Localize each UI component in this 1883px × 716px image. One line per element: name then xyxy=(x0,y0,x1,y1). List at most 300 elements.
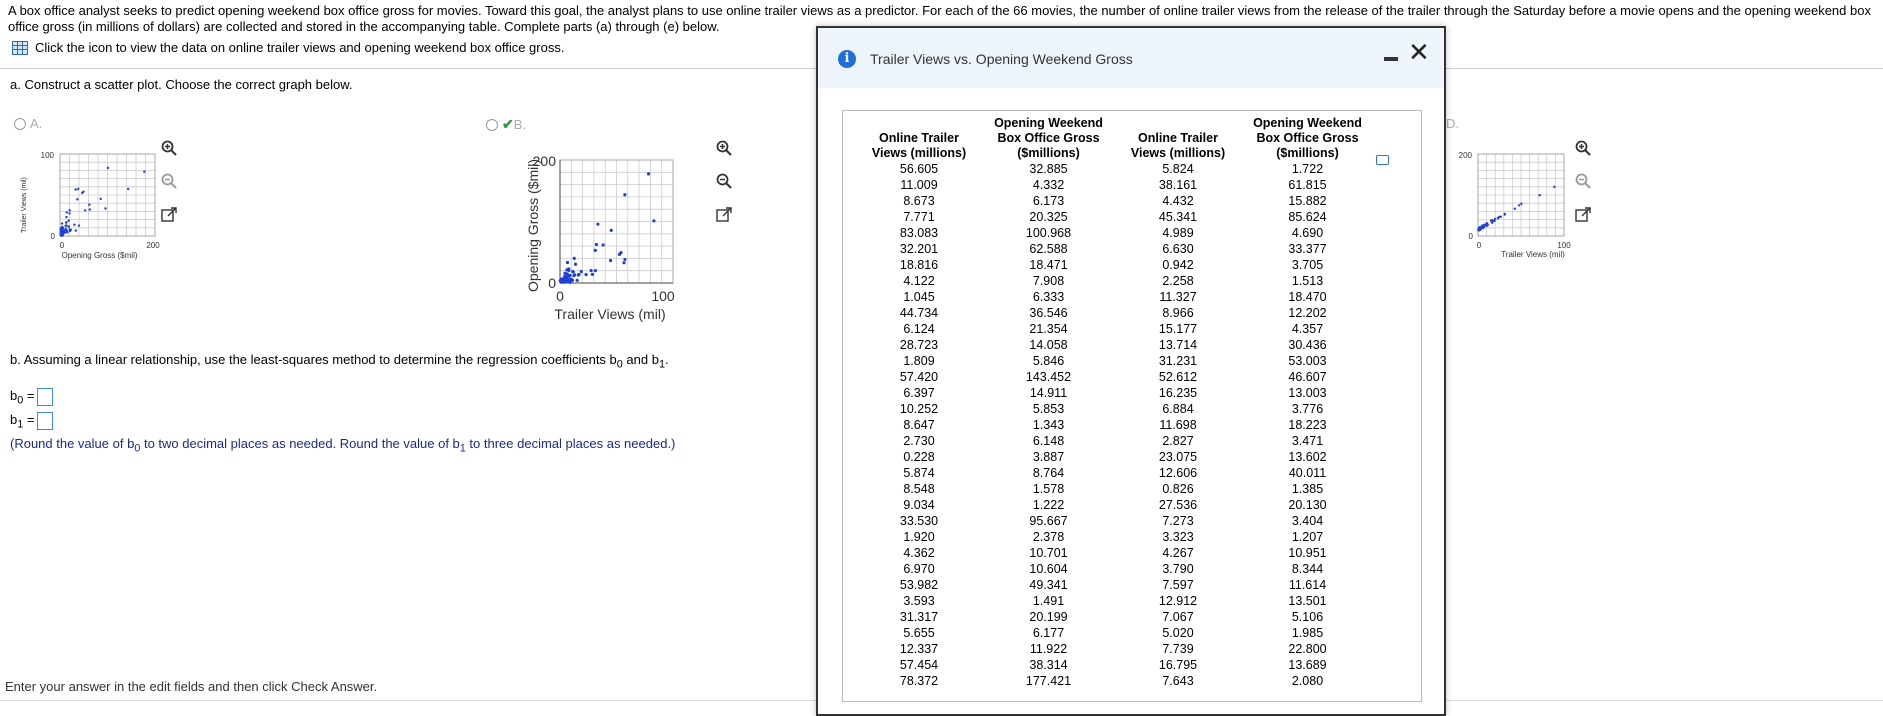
data-point xyxy=(60,231,62,233)
x-zero-label: 0 xyxy=(556,288,564,304)
problem-statement: A box office analyst seeks to predict opening weekend box office gross for movies. Toward this goal, the analyst plans to use online trailer views as a predictor. For each of the 66 movies, the number of online trailer views from the release of the trailer through the Saturday before a movie opens and the opening weekend box office gross (in millions of dollars) are collected and stored in the accompanying table. Complete parts (a) through (e) below. xyxy=(8,3,1871,34)
table-cell: 8.673 xyxy=(903,194,935,208)
data-point xyxy=(584,273,587,276)
data-point xyxy=(1538,194,1540,196)
table-row xyxy=(858,257,1376,273)
option-a-label: A. xyxy=(30,116,43,131)
table-cell: 38.314 xyxy=(1029,658,1068,672)
data-point xyxy=(572,274,575,277)
data-point xyxy=(68,209,70,211)
open-new-window-icon[interactable] xyxy=(1574,206,1592,224)
table-cell: 6.177 xyxy=(1032,626,1065,640)
table-cell: 31.231 xyxy=(1158,354,1198,368)
x-axis-label: Trailer Views (mil) xyxy=(554,306,666,322)
table-cell: 36.546 xyxy=(1029,306,1068,320)
table-cell: 6.630 xyxy=(1162,242,1194,256)
data-point xyxy=(1553,186,1555,188)
rounding-instructions: (Round the value of $b_0$ to two decimal places as needed. Round the value of $b_1$ to three decimal places as needed.) xyxy=(10,436,676,455)
table-cell: 30.436 xyxy=(1288,338,1327,352)
table-cell: 6.397 xyxy=(903,386,935,400)
table-cell: 4.122 xyxy=(903,274,935,288)
table-cell: 177.421 xyxy=(1025,674,1072,688)
data-point xyxy=(567,274,570,277)
table-cell: 20.199 xyxy=(1029,610,1068,624)
b1-label: $b_1$ = xyxy=(10,412,35,431)
part-b-prompt: b. Assuming a linear relationship, use the least-squares method to determine the regression coefficients $b_0$ and $b_1$. xyxy=(10,352,669,371)
table-cell: 4.357 xyxy=(1291,322,1324,336)
table-cell: 13.602 xyxy=(1288,450,1327,464)
x-axis-label: Trailer Views (mil) xyxy=(1501,250,1565,259)
table-row xyxy=(858,321,1376,337)
y-axis-label: Opening Gross ($mil) xyxy=(525,158,541,293)
table-cell: 16.235 xyxy=(1158,386,1198,400)
open-new-window-icon[interactable] xyxy=(160,206,178,224)
b0-row xyxy=(10,388,53,407)
table-cell: 4.690 xyxy=(1291,226,1324,240)
data-point xyxy=(595,243,598,246)
table-cell: 2.827 xyxy=(1162,434,1194,448)
col-header: Online Trailer Views (millions) xyxy=(871,131,967,160)
table-cell: 0.942 xyxy=(1162,258,1194,272)
data-point xyxy=(75,229,77,231)
table-cell: 18.471 xyxy=(1029,258,1068,272)
table-cell: 5.874 xyxy=(903,466,935,480)
table-cell: 27.536 xyxy=(1158,498,1198,512)
table-row xyxy=(858,481,1376,497)
table-cell: 44.734 xyxy=(899,306,939,320)
table-cell: 1.920 xyxy=(903,530,935,544)
table-row xyxy=(858,513,1376,529)
b1-input[interactable] xyxy=(37,412,53,430)
zoom-in-icon[interactable] xyxy=(160,139,178,157)
table-cell: 6.124 xyxy=(903,322,935,336)
table-cell: 4.989 xyxy=(1162,226,1194,240)
table-row xyxy=(858,337,1376,353)
x-zero-label: 0 xyxy=(59,241,65,250)
table-cell: 3.404 xyxy=(1291,514,1324,528)
zoom-out-icon[interactable] xyxy=(160,172,178,190)
table-row xyxy=(858,161,1376,177)
y-axis-label: Trailer Views (mil) xyxy=(21,177,28,233)
table-cell: 14.911 xyxy=(1029,386,1068,400)
data-point xyxy=(1478,229,1480,231)
table-row xyxy=(858,625,1376,641)
table-cell: 16.795 xyxy=(1158,658,1198,672)
table-cell: 2.258 xyxy=(1162,274,1194,288)
data-point xyxy=(82,191,84,193)
data-point xyxy=(143,171,145,173)
scatter-plot-b[interactable] xyxy=(488,150,703,335)
table-cell: 7.908 xyxy=(1032,274,1065,288)
table-cell: 85.624 xyxy=(1288,210,1327,224)
table-cell: 11.327 xyxy=(1159,290,1197,304)
table-cell: 7.067 xyxy=(1162,610,1194,624)
table-cell: 1.385 xyxy=(1291,482,1324,496)
info-icon: i xyxy=(838,50,856,68)
y-max-label: 200 xyxy=(532,153,556,169)
data-point xyxy=(623,193,626,196)
b0-input[interactable] xyxy=(37,388,53,406)
table-row xyxy=(858,577,1376,593)
table-cell: 21.354 xyxy=(1029,322,1068,336)
table-cell: 8.344 xyxy=(1291,562,1324,576)
data-point xyxy=(1514,207,1516,209)
table-cell: 8.647 xyxy=(903,418,935,432)
data-point xyxy=(594,249,597,252)
modal-title: Trailer Views vs. Opening Weekend Gross xyxy=(870,51,1133,67)
data-point xyxy=(76,198,78,200)
table-cell: 62.588 xyxy=(1029,242,1068,256)
data-point xyxy=(590,269,593,272)
table-cell: 143.452 xyxy=(1025,370,1072,384)
data-point xyxy=(65,221,67,223)
table-cell: 46.607 xyxy=(1288,370,1327,384)
table-cell: 7.597 xyxy=(1162,578,1194,592)
data-point xyxy=(573,257,576,260)
table-row xyxy=(858,289,1376,305)
table-cell: 5.655 xyxy=(903,626,935,640)
data-point xyxy=(570,278,573,281)
option-a-radio[interactable] xyxy=(14,118,26,130)
table-row xyxy=(858,273,1376,289)
table-cell: 57.420 xyxy=(899,370,939,384)
table-cell: 9.034 xyxy=(903,498,935,512)
col-header: Opening Weekend Box Office Gross ($millions) xyxy=(994,116,1103,160)
y-zero-label: 0 xyxy=(50,232,55,241)
data-modal xyxy=(816,26,1446,716)
y-zero-label: 0 xyxy=(548,275,556,291)
table-cell: 8.764 xyxy=(1032,466,1065,480)
table-cell: 10.701 xyxy=(1029,546,1068,560)
table-cell: 4.362 xyxy=(903,546,935,560)
table-cell: 10.951 xyxy=(1288,546,1327,560)
instructions-footer: Enter your answer in the edit fields and then click Check Answer. xyxy=(5,679,378,694)
scatter-plot-a[interactable] xyxy=(14,148,160,268)
data-point xyxy=(68,219,70,221)
table-cell: 7.771 xyxy=(903,210,935,224)
data-point xyxy=(647,172,650,175)
data-point xyxy=(64,225,66,227)
table-cell: 45.341 xyxy=(1158,210,1198,224)
data-point xyxy=(73,224,75,226)
table-cell: 1.513 xyxy=(1291,274,1324,288)
data-point xyxy=(652,219,655,222)
data-point xyxy=(577,273,580,276)
x-axis-label: Opening Gross ($mil) xyxy=(61,251,138,260)
x-zero-label: 0 xyxy=(1476,241,1482,250)
table-cell: 11.698 xyxy=(1159,418,1197,432)
table-cell: 1.222 xyxy=(1032,498,1065,512)
data-point xyxy=(64,229,66,231)
table-cell: 1.809 xyxy=(903,354,935,368)
table-cell: 18.470 xyxy=(1288,290,1327,304)
data-point xyxy=(622,261,625,264)
table-cell: 13.003 xyxy=(1288,386,1327,400)
table-row xyxy=(858,593,1376,609)
zoom-out-icon[interactable] xyxy=(715,172,733,190)
table-row xyxy=(858,193,1376,209)
table-cell: 6.333 xyxy=(1032,290,1065,304)
table-cell: 83.083 xyxy=(899,226,939,240)
data-point xyxy=(574,263,577,266)
data-point xyxy=(623,258,626,261)
table-row xyxy=(858,417,1376,433)
table-row xyxy=(858,641,1376,657)
table-cell: 23.075 xyxy=(1158,450,1198,464)
table-cell: 49.341 xyxy=(1029,578,1068,592)
table-cell: 5.020 xyxy=(1162,626,1194,640)
data-table xyxy=(858,116,1376,689)
table-cell: 3.323 xyxy=(1162,530,1194,544)
data-point xyxy=(576,279,579,282)
col-header: Opening Weekend Box Office Gross ($millions) xyxy=(1253,116,1362,160)
table-cell: 3.790 xyxy=(1162,562,1194,576)
table-cell: 1.045 xyxy=(903,290,935,304)
data-point xyxy=(1493,220,1495,222)
table-cell: 56.605 xyxy=(899,162,939,176)
data-point xyxy=(107,167,109,169)
table-row xyxy=(858,657,1376,673)
table-cell: 1.491 xyxy=(1032,594,1065,608)
table-cell: 5.106 xyxy=(1291,610,1324,624)
table-cell: 15.882 xyxy=(1288,194,1327,208)
table-cell: 0.826 xyxy=(1162,482,1194,496)
table-row xyxy=(858,241,1376,257)
data-point xyxy=(104,207,106,209)
table-cell: 3.705 xyxy=(1291,258,1324,272)
col-header: Online Trailer Views (millions) xyxy=(1130,131,1226,160)
data-point xyxy=(70,228,72,230)
table-row xyxy=(858,561,1376,577)
table-cell: 32.201 xyxy=(899,242,939,256)
table-cell: 8.548 xyxy=(903,482,935,496)
table-cell: 13.714 xyxy=(1158,338,1198,352)
data-point xyxy=(619,251,622,254)
table-cell: 11.614 xyxy=(1288,578,1327,592)
table-row xyxy=(858,609,1376,625)
table-cell: 6.970 xyxy=(903,562,935,576)
table-cell: 14.058 xyxy=(1029,338,1068,352)
table-cell: 3.471 xyxy=(1291,434,1324,448)
table-row xyxy=(858,497,1376,513)
data-point xyxy=(61,222,63,224)
table-cell: 13.501 xyxy=(1288,594,1327,608)
b0-label: $b_0$ = xyxy=(10,388,35,407)
data-point xyxy=(1498,216,1500,218)
zoom-out-icon[interactable] xyxy=(1574,172,1592,190)
table-cell: 1.343 xyxy=(1032,418,1065,432)
modal-header xyxy=(818,28,1444,88)
table-row xyxy=(858,209,1376,225)
table-cell: 1.207 xyxy=(1291,530,1324,544)
table-cell: 22.800 xyxy=(1288,642,1327,656)
table-cell: 6.884 xyxy=(1162,402,1194,416)
table-cell: 33.377 xyxy=(1288,242,1327,256)
part-a-prompt: a. Construct a scatter plot. Choose the correct graph below. xyxy=(10,77,353,92)
table-cell: 4.332 xyxy=(1032,178,1065,192)
data-point xyxy=(89,208,91,210)
data-point xyxy=(564,280,567,283)
data-point xyxy=(1494,218,1496,220)
close-button[interactable]: ✕ xyxy=(1408,38,1430,68)
table-cell: 2.730 xyxy=(903,434,935,448)
table-cell: 2.378 xyxy=(1032,530,1065,544)
option-a[interactable] xyxy=(14,116,42,131)
zoom-in-icon[interactable] xyxy=(715,139,733,157)
data-table-icon[interactable] xyxy=(12,41,28,55)
table-row xyxy=(858,433,1376,449)
table-row xyxy=(858,225,1376,241)
y-zero-label: 0 xyxy=(1468,232,1473,241)
data-point xyxy=(127,188,129,190)
data-point xyxy=(99,198,101,200)
table-cell: 61.815 xyxy=(1288,178,1327,192)
option-b[interactable] xyxy=(486,116,526,133)
copy-to-clipboard-icon[interactable] xyxy=(1376,155,1389,165)
table-cell: 11.009 xyxy=(900,178,938,192)
table-cell: 28.723 xyxy=(899,338,939,352)
table-cell: 10.252 xyxy=(899,402,939,416)
open-new-window-icon[interactable] xyxy=(715,206,733,224)
table-cell: 100.968 xyxy=(1025,226,1072,240)
data-point xyxy=(609,259,612,262)
table-row xyxy=(858,369,1376,385)
data-point xyxy=(610,229,613,232)
scatter-plot-d[interactable] xyxy=(1448,148,1578,268)
table-row xyxy=(858,177,1376,193)
table-cell: 38.161 xyxy=(1158,178,1198,192)
table-cell: 31.317 xyxy=(899,610,939,624)
data-point xyxy=(566,261,569,264)
table-cell: 20.130 xyxy=(1288,498,1327,512)
data-point xyxy=(67,225,69,227)
table-cell: 4.267 xyxy=(1162,546,1194,560)
y-max-label: 200 xyxy=(1458,151,1472,160)
x-max-label: 200 xyxy=(146,241,160,250)
table-cell: 1.578 xyxy=(1032,482,1065,496)
table-cell: 10.604 xyxy=(1029,562,1068,576)
data-point xyxy=(68,212,70,214)
data-point xyxy=(580,270,583,273)
table-cell: 3.887 xyxy=(1032,450,1065,464)
table-row xyxy=(858,353,1376,369)
table-cell: 0.228 xyxy=(903,450,935,464)
table-cell: 7.643 xyxy=(1162,674,1194,688)
data-point xyxy=(78,224,80,226)
table-row xyxy=(858,401,1376,417)
data-point xyxy=(1504,213,1506,215)
checkmark-icon: ✔ xyxy=(502,116,514,132)
table-row xyxy=(858,529,1376,545)
data-point xyxy=(62,226,64,228)
table-cell: 12.606 xyxy=(1158,466,1198,480)
table-cell: 15.177 xyxy=(1158,322,1198,336)
table-cell: 3.593 xyxy=(903,594,935,608)
data-point xyxy=(602,243,605,246)
y-max-label: 100 xyxy=(40,151,54,160)
table-cell: 20.325 xyxy=(1029,210,1068,224)
data-point xyxy=(1490,220,1492,222)
data-point xyxy=(88,204,90,206)
table-cell: 32.885 xyxy=(1029,162,1068,176)
table-cell: 7.273 xyxy=(1162,514,1194,528)
table-cell: 40.011 xyxy=(1288,466,1327,480)
option-d-label: D. xyxy=(1446,116,1459,131)
data-point xyxy=(84,209,86,211)
minimize-button[interactable] xyxy=(1384,57,1398,61)
option-b-label: B. xyxy=(513,117,527,132)
data-point xyxy=(77,188,79,190)
data-point xyxy=(567,280,570,283)
table-cell: 53.003 xyxy=(1288,354,1327,368)
table-cell: 11.922 xyxy=(1029,642,1068,656)
data-point xyxy=(65,211,67,213)
data-point xyxy=(1520,203,1522,205)
data-point xyxy=(1483,225,1485,227)
table-cell: 5.853 xyxy=(1032,402,1065,416)
table-cell: 5.824 xyxy=(1162,162,1194,176)
table-cell: 12.912 xyxy=(1158,594,1198,608)
table-cell: 7.739 xyxy=(1162,642,1194,656)
data-point xyxy=(60,229,62,231)
b1-row xyxy=(10,412,53,431)
data-point xyxy=(594,269,597,272)
table-cell: 57.454 xyxy=(899,658,939,672)
table-cell: 8.966 xyxy=(1162,306,1194,320)
data-link[interactable] xyxy=(12,40,564,55)
zoom-in-icon[interactable] xyxy=(1574,139,1592,157)
x-max-label: 100 xyxy=(651,288,675,304)
table-row xyxy=(858,673,1376,689)
data-point xyxy=(1518,204,1520,206)
table-cell: 12.202 xyxy=(1288,306,1327,320)
table-cell: 2.080 xyxy=(1291,674,1324,688)
table-cell: 1.722 xyxy=(1291,162,1324,176)
table-cell: 33.530 xyxy=(899,514,939,528)
table-row xyxy=(858,385,1376,401)
data-point xyxy=(567,267,570,270)
data-point xyxy=(65,216,67,218)
table-cell: 6.173 xyxy=(1032,194,1065,208)
data-point xyxy=(74,188,76,190)
table-row xyxy=(858,449,1376,465)
table-cell: 78.372 xyxy=(899,674,939,688)
table-cell: 18.223 xyxy=(1288,418,1327,432)
data-point xyxy=(1487,224,1489,226)
x-max-label: 100 xyxy=(1557,241,1571,250)
table-cell: 5.846 xyxy=(1032,354,1065,368)
data-point xyxy=(591,273,594,276)
table-cell: 1.985 xyxy=(1291,626,1324,640)
table-cell: 12.337 xyxy=(899,642,939,656)
table-cell: 4.432 xyxy=(1162,194,1194,208)
table-cell: 95.667 xyxy=(1029,514,1068,528)
table-cell: 53.982 xyxy=(899,578,939,592)
table-cell: 6.148 xyxy=(1032,434,1065,448)
table-cell: 52.612 xyxy=(1158,370,1198,384)
table-cell: 18.816 xyxy=(899,258,939,272)
table-row xyxy=(858,545,1376,561)
data-point xyxy=(572,270,575,273)
table-cell: 3.776 xyxy=(1291,402,1324,416)
option-b-radio[interactable] xyxy=(486,119,498,131)
table-cell: 13.689 xyxy=(1288,658,1327,672)
option-d[interactable] xyxy=(1446,116,1459,131)
table-row xyxy=(858,305,1376,321)
data-point xyxy=(596,223,599,226)
table-row xyxy=(858,465,1376,481)
data-link-text: Click the icon to view the data on online trailer views and opening weekend box office gross. xyxy=(35,40,565,55)
